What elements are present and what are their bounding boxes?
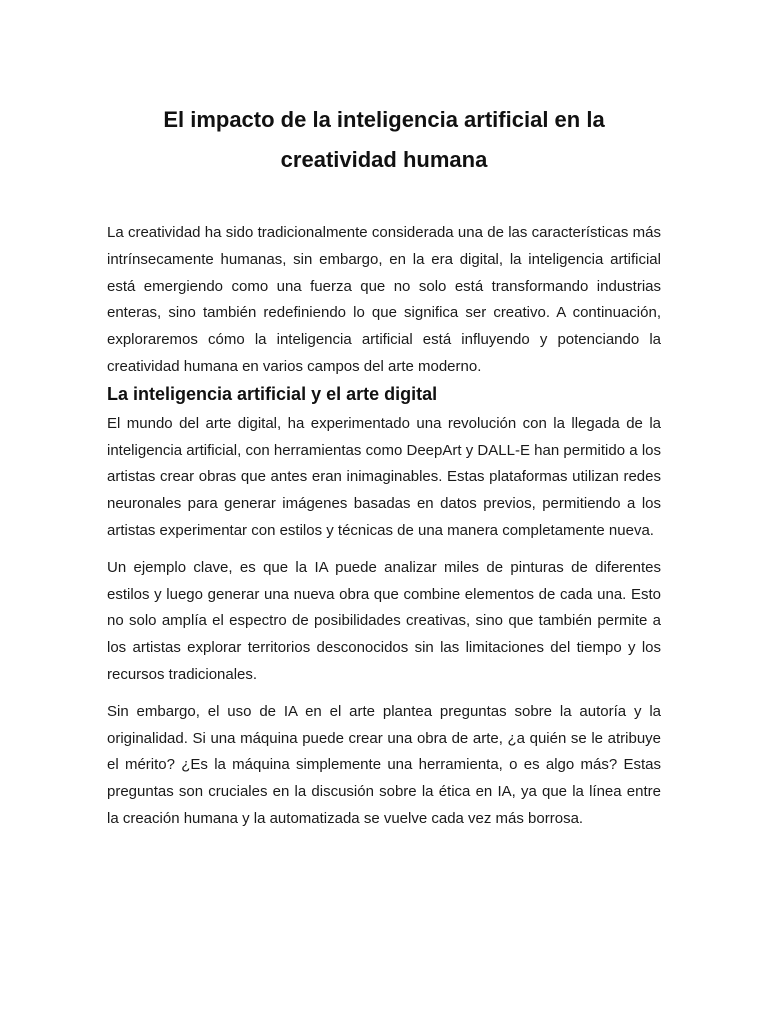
body-paragraph: El mundo del arte digital, ha experimentado una revolución con la llegada de la inteligencia artificial, con herramientas como DeepArt y DALL-E han permitido a los artistas crear obras que antes eran inimaginables. Estas plataformas utilizan redes neuronales para generar imágenes basadas en datos previos, permitiendo a los artistas experimentar con estilos y técnicas de una manera completamente nueva. (107, 414, 661, 539)
body-paragraph: Sin embargo, el uso de IA en el arte plantea preguntas sobre la autoría y la originalidad. Si una máquina puede crear una obra de arte, ¿a quién se le atribuye el mérito? ¿Es la máquina simplemente una herramienta, o es algo más? Estas preguntas son cruciales en la discusión sobre la ética en IA, ya que la línea entre la creación humana y la automatizada se vuelve cada vez más borrosa. (107, 702, 661, 827)
body-paragraph: Un ejemplo clave, es que la IA puede analizar miles de pinturas de diferentes estilos y luego generar una nueva obra que combine elementos de cada una. Esto no solo amplía el espectro de posibilidades creativas, sino que también permite a los artistas explorar territorios desconocidos sin las limitaciones del tiempo y los recursos tradicionales. (107, 558, 661, 683)
intro-paragraph: La creatividad ha sido tradicionalmente considerada una de las características más intrínsecamente humanas, sin embargo, en la era digital, la inteligencia artificial está emergiendo como una fuerza que no solo está transformando industrias enteras, sino también redefiniendo lo que significa ser creativo. A continuación, exploraremos cómo la inteligencia artificial está influyendo y potenciando la creatividad humana en varios campos del arte moderno. (107, 224, 661, 375)
document-page (107, 100, 661, 843)
document-title: El impacto de la inteligencia artificial en la creatividad humana (163, 107, 605, 172)
section-heading: La inteligencia artificial y el arte digital (107, 383, 438, 404)
